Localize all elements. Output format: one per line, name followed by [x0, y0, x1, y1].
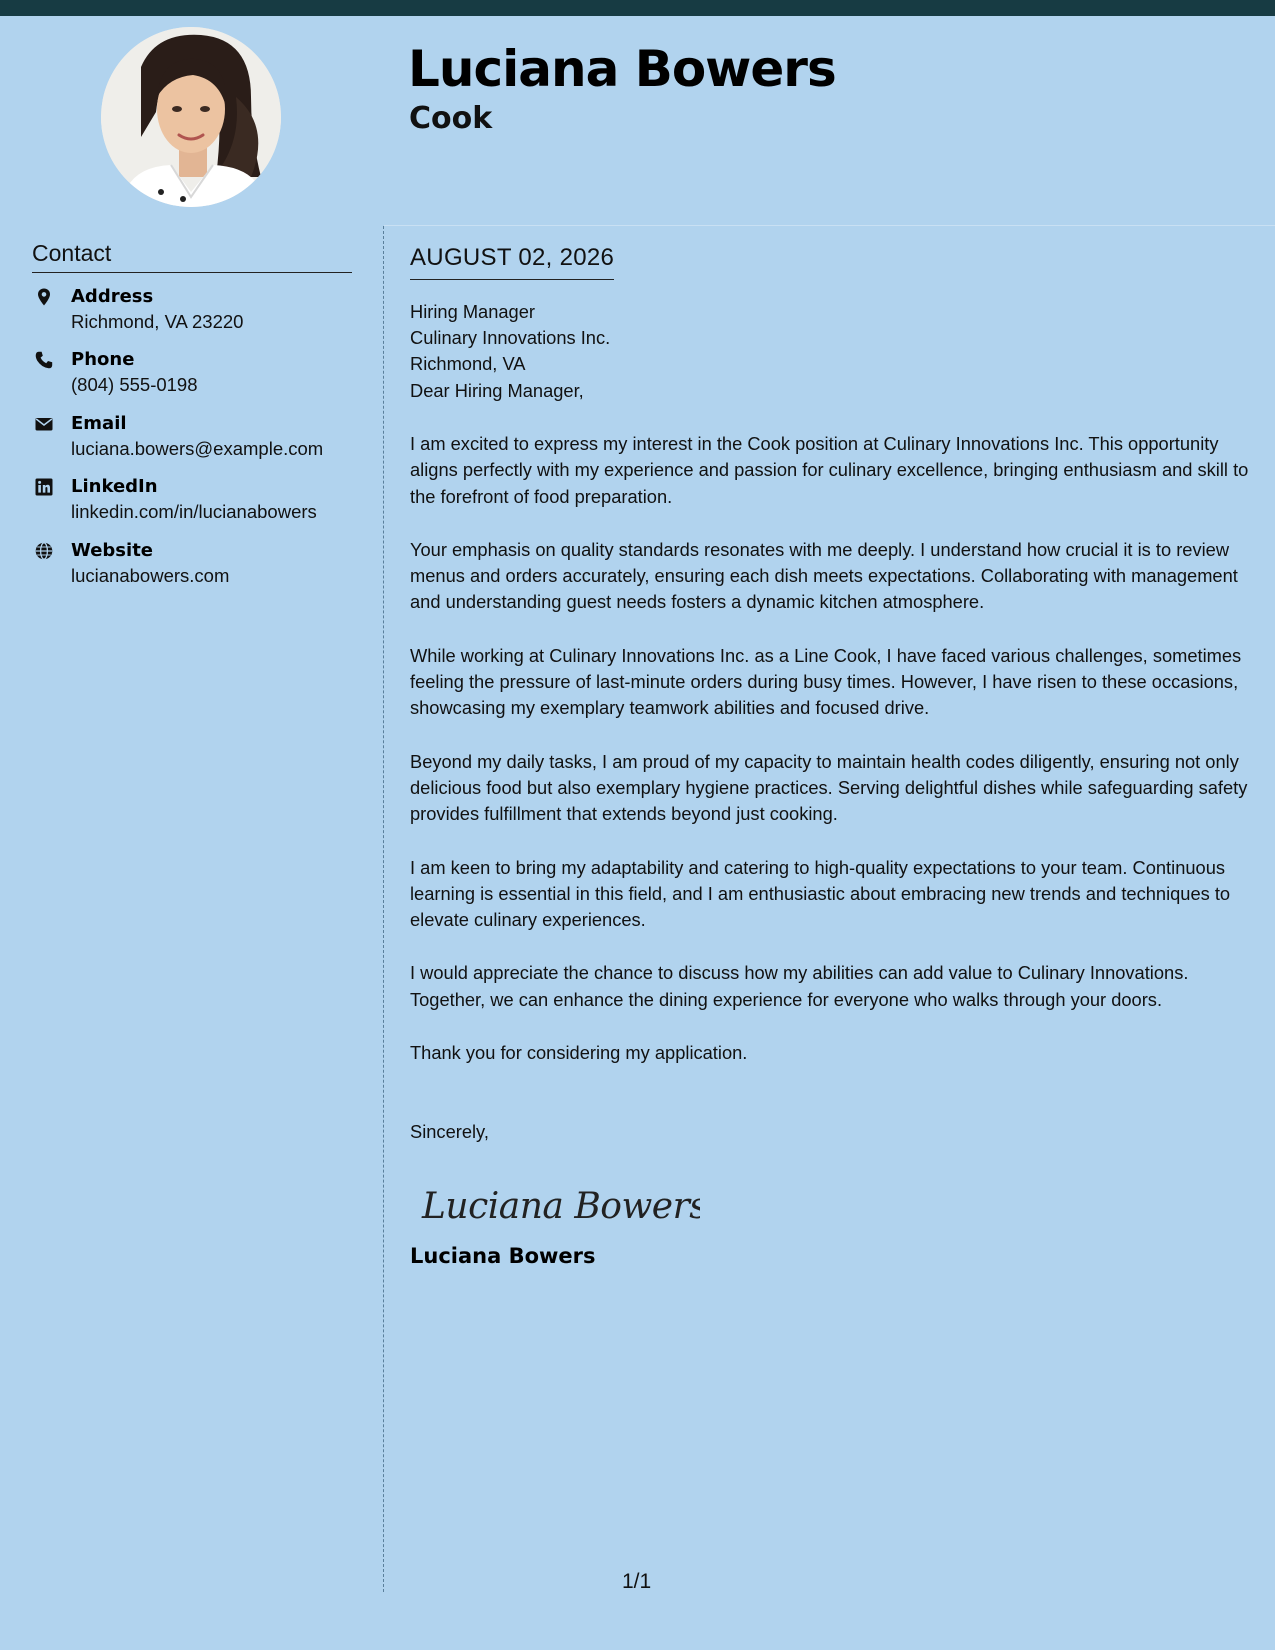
applicant-name: Luciana Bowers [408, 40, 836, 98]
contact-value[interactable]: (804) 555-0198 [71, 374, 198, 396]
contact-label: Email [71, 412, 127, 434]
linkedin-icon [35, 478, 53, 496]
letter-body [410, 244, 1250, 1268]
recipient-line: Hiring Manager [410, 300, 535, 322]
recipient-line: Culinary Innovations Inc. [410, 327, 611, 349]
contact-label: Website [71, 539, 154, 561]
letter-paragraph: Your emphasis on quality standards resonates with me deeply. I understand how crucial it is to review menus and orders accurately, ensuring each dish meets expectations. Collaborating with management and understanding guest needs fosters a dynamic kitchen atmosphere. [410, 538, 1238, 613]
recipient-block [410, 299, 1250, 378]
page-number: 1/1 [622, 1570, 652, 1593]
signer-name: Luciana Bowers [410, 1243, 596, 1268]
contact-value[interactable]: lucianabowers.com [71, 564, 230, 586]
contact-sidebar [32, 240, 352, 602]
contact-label: Phone [71, 349, 135, 371]
contact-label: Address [71, 285, 154, 307]
contact-item-email [32, 412, 352, 476]
signature-text: Luciana Bowers [422, 1185, 700, 1227]
column-divider [383, 226, 384, 1592]
contact-item-website [32, 539, 352, 603]
envelope-icon [35, 415, 53, 433]
letter-paragraph: While working at Culinary Innovations Inc. as a Line Cook, I have faced various challenges, sometimes feeling the pressure of last-minute orders during busy times. However, I have risen to these occasions, showcasing my exemplary teamwork abilities and focused drive. [410, 644, 1242, 719]
map-pin-icon [35, 288, 53, 306]
contact-item-address [32, 285, 352, 349]
letter-date: AUGUST 02, 2026 [410, 244, 614, 280]
letter-paragraph: I would appreciate the chance to discuss how my abilities can add value to Culinary Innovations. Together, we can enhance the dining experience for everyone who walks through your doors. [410, 962, 1189, 1010]
contact-item-phone [32, 348, 352, 412]
contact-heading: Contact [32, 240, 352, 273]
phone-icon [35, 351, 53, 369]
letter-paragraph: I am keen to bring my adaptability and catering to high-quality expectations to your team. Continuous learning is essential in this field, and I am enthusiastic about embracing new trends and techniques to elevate culinary experiences. [410, 856, 1231, 931]
contact-value: Richmond, VA 23220 [71, 310, 244, 332]
handwritten-signature [420, 1176, 1250, 1232]
applicant-role: Cook [409, 101, 493, 136]
profile-photo [101, 27, 281, 207]
letter-paragraph: I am excited to express my interest in the Cook position at Culinary Innovations Inc. This opportunity aligns perfectly with my experience and passion for culinary excellence, bringing enthusiasm and skill to the forefront of food preparation. [410, 432, 1249, 507]
contact-value[interactable]: linkedin.com/in/lucianabowers [71, 501, 317, 523]
top-bar [0, 0, 1275, 16]
recipient-line: Richmond, VA [410, 353, 526, 375]
closing-line: Sincerely, [410, 1121, 489, 1143]
globe-icon [35, 542, 53, 560]
profile-photo-illustration [101, 27, 281, 207]
salutation: Dear Hiring Manager, [410, 379, 584, 401]
contact-label: LinkedIn [71, 476, 158, 498]
contact-value[interactable]: luciana.bowers@example.com [71, 437, 324, 459]
header-divider [384, 225, 1275, 226]
contact-item-linkedin [32, 475, 352, 539]
letter-paragraph: Beyond my daily tasks, I am proud of my capacity to maintain health codes diligently, ensuring not only delicious food but also exemplary hygiene practices. Serving delightful dishes while safeguarding safety provides fulfillment that extends beyond just cooking. [410, 750, 1248, 825]
thanks-line: Thank you for considering my application. [410, 1042, 748, 1064]
